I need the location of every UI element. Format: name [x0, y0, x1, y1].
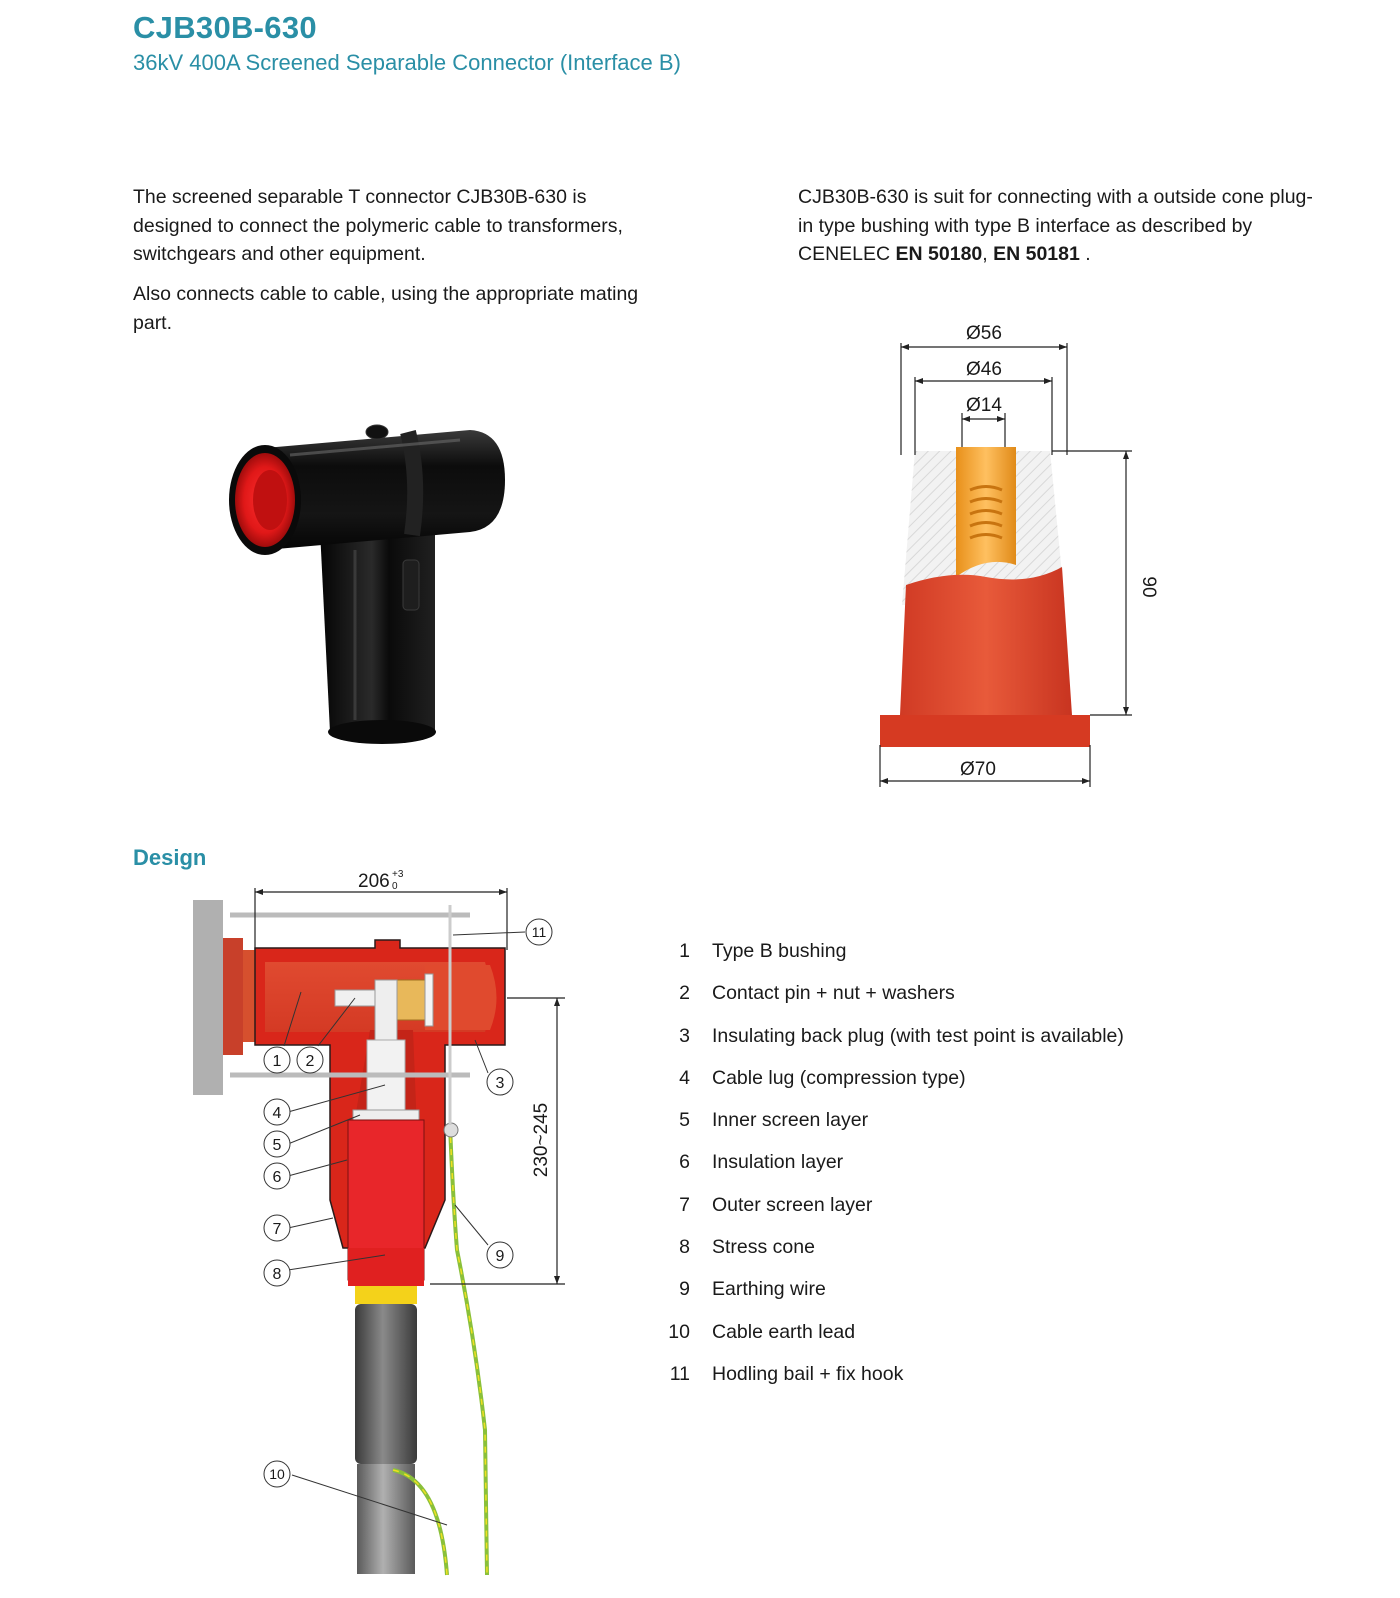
legend-row	[660, 1236, 1220, 1278]
inner-screen-layer	[353, 1110, 419, 1120]
callout-8	[264, 1260, 290, 1286]
leader-9	[455, 1205, 488, 1245]
stem-bottom	[328, 720, 436, 744]
callout-2	[297, 1047, 323, 1073]
width-tol-lower: 0	[392, 881, 398, 892]
legend-label: Insulating back plug (with test point is available)	[712, 1024, 1124, 1047]
legend-row	[660, 1194, 1220, 1236]
callout-3-label: 3	[495, 1075, 505, 1092]
standard-separator: ,	[982, 243, 994, 265]
callout-6-label: 6	[272, 1169, 282, 1186]
legend-number: 4	[679, 1066, 690, 1089]
legend-number: 9	[679, 1278, 690, 1301]
washer	[425, 974, 433, 1026]
bushing-dimension-drawing	[860, 315, 1160, 805]
dim-h90: 90	[1138, 576, 1159, 598]
legend-label: Cable lug (compression type)	[712, 1066, 966, 1089]
standard-en50180: EN 50180	[895, 243, 983, 265]
legend-row	[660, 1109, 1220, 1151]
legend-number: 10	[668, 1320, 690, 1343]
legend-label: Cable earth lead	[712, 1320, 856, 1343]
callout-8-label: 8	[272, 1266, 282, 1283]
test-point-cap	[366, 425, 388, 439]
stem-label-plate	[403, 560, 419, 610]
callout-6	[264, 1163, 290, 1189]
callout-11	[526, 919, 552, 945]
page-subtitle: 36kV 400A Screened Separable Connector (Interface B)	[133, 50, 681, 75]
callout-2-label: 2	[305, 1053, 315, 1070]
legend-row	[660, 1151, 1220, 1193]
stress-cone	[348, 1248, 424, 1286]
legend-label: Outer screen layer	[712, 1193, 873, 1216]
dim-d70: Ø70	[960, 759, 996, 780]
design-cross-section	[185, 870, 605, 1580]
leader-11	[453, 932, 525, 935]
legend-label: Stress cone	[712, 1236, 815, 1259]
interface-text: CJB30B-630 is suit for connecting with a outside cone plug-in type bushing with type B interface as described by CENELEC	[798, 186, 1313, 265]
legend-number: 5	[679, 1109, 690, 1132]
callout-5	[264, 1131, 290, 1157]
page-title: CJB30B-630	[133, 10, 317, 45]
legend-label: Type B bushing	[712, 940, 847, 962]
clamp-band	[408, 432, 415, 535]
legend-row	[660, 1025, 1220, 1067]
standard-en50181: EN 50181	[993, 243, 1080, 265]
legend-row	[660, 940, 1220, 982]
legend-label: Inner screen layer	[712, 1109, 869, 1132]
callout-1-label: 1	[272, 1053, 282, 1070]
callout-7-label: 7	[272, 1221, 282, 1238]
standard-suffix: .	[1079, 243, 1091, 265]
legend-number: 6	[679, 1151, 690, 1174]
legend-row	[660, 1278, 1220, 1320]
callout-10	[264, 1461, 290, 1487]
callout-4	[264, 1099, 290, 1125]
legend-label: Hodling bail + fix hook	[712, 1362, 904, 1385]
intro-paragraph-1: The screened separable T connector CJB30B-630 is designed to connect the polymeric cable to transformers, switchgears and other equipment.	[133, 186, 623, 265]
legend-label: Earthing wire	[712, 1278, 826, 1301]
bushing-flange	[880, 715, 1090, 747]
legend-number: 8	[679, 1236, 690, 1259]
legend-number: 1	[679, 940, 690, 962]
bushing-flange	[223, 938, 243, 1055]
legend-number: 3	[679, 1024, 690, 1047]
cable-semicon-band	[355, 1286, 417, 1304]
callout-1	[264, 1047, 290, 1073]
legend-number: 2	[679, 982, 690, 1005]
earthing-wire-stripe	[450, 1125, 487, 1575]
width-value: 206	[358, 871, 390, 892]
design-heading: Design	[133, 845, 207, 870]
legend-row	[660, 982, 1220, 1024]
design-legend	[660, 940, 1220, 1405]
callout-10-label: 10	[269, 1466, 285, 1482]
callout-9-label: 9	[495, 1248, 505, 1265]
earth-terminal	[444, 1123, 458, 1137]
callout-9	[487, 1242, 513, 1268]
legend-number: 7	[679, 1193, 690, 1216]
legend-row	[660, 1321, 1220, 1363]
cable-core	[357, 1464, 415, 1574]
legend-row	[660, 1363, 1220, 1405]
leader-7	[288, 1218, 333, 1228]
legend-row	[660, 1067, 1220, 1109]
width-tol-upper: +3	[392, 870, 404, 880]
legend-label: Contact pin + nut + washers	[712, 982, 955, 1005]
back-plug	[425, 965, 497, 1030]
legend-label: Insulation layer	[712, 1151, 844, 1174]
equipment-wall	[193, 900, 223, 1095]
cable-jacket	[355, 1304, 417, 1464]
opening-inner	[253, 470, 287, 530]
bushing-body	[900, 567, 1072, 715]
intro-paragraph-2: Also connects cable to cable, using the appropriate mating part.	[133, 283, 639, 334]
product-photo	[220, 410, 530, 760]
callout-11-label: 11	[531, 924, 547, 940]
height-value: 230~245	[531, 1102, 552, 1178]
callout-4-label: 4	[272, 1105, 282, 1122]
callout-5-label: 5	[272, 1137, 282, 1154]
earthing-wire	[450, 1125, 487, 1575]
dim-d14: Ø14	[966, 395, 1002, 416]
legend-number: 11	[669, 1362, 690, 1385]
intro-paragraph-3	[798, 183, 1318, 269]
dim-d46: Ø46	[966, 359, 1002, 380]
callout-3	[487, 1069, 513, 1095]
dim-d56: Ø56	[966, 323, 1002, 344]
callout-7	[264, 1215, 290, 1241]
